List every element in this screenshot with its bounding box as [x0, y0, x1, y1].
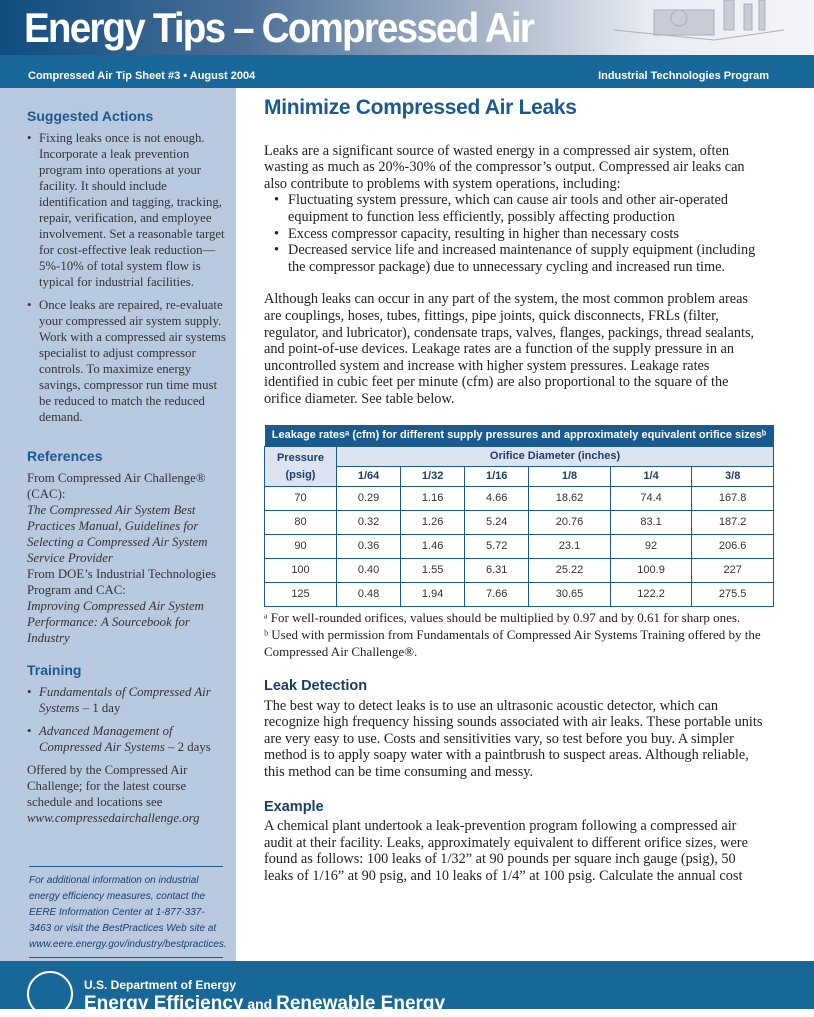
- problem-list: [274, 192, 766, 275]
- leak-detection-text: The best way to detect leaks is to use an ultrasonic acoustic detector, which can recognize high frequency hissing sounds associated with air leaks. These portable units are very easy to use. Costs and sensitivities vary, so test before you buy. A simpler method is to apply soapy water with a paintbrush to suspect areas. Although reliable, this method can be time consuming and messy.: [264, 697, 763, 780]
- header-banner: [0, 0, 814, 55]
- footnote-a: ᵃ For well-rounded orifices, values should be multiplied by 0.97 and by 0.61 for sharp ones.: [264, 610, 741, 625]
- leak-rate-cell: 1.26: [401, 511, 465, 535]
- pressure-cell: 100: [265, 559, 337, 583]
- list-item: • Fixing leaks once is not enough. Incorporate a leak prevention program into operations at your facility. It should include identification and tagging, tracking, repair, verification, and employee involvement. Set a reasonable target for cost-effective leak reduction—5%-10% of total system flow is typical for industrial facilities.: [27, 130, 226, 290]
- leak-areas-paragraph: Although leaks can occur in any part of the system, the most common problem areas are couplings, hoses, tubes, fittings, pipe joints, quick disconnects, FRLs (filter, regulator, and lubricator), condensate traps, valves, flanges, packings, thread sealants, and point-of-use devices. Leakage rates are a function of the supply pressure in an uncontrolled system and increase with higher system pressures. Leakage rates identified in cubic feet per minute (cfm) are also proportional to the square of the orifice diameter. See table below.: [264, 291, 755, 407]
- table-caption: Leakage ratesᵃ (cfm) for different supply pressures and approximately equivalent orifice sizesᵇ: [265, 425, 774, 447]
- pressure-cell: 80: [265, 511, 337, 535]
- table-row: [265, 487, 774, 511]
- leak-rate-cell: 206.6: [692, 535, 774, 559]
- suggested-actions-heading: Suggested Actions: [27, 108, 154, 124]
- leak-rate-cell: 18.62: [529, 487, 611, 511]
- leak-rate-cell: 6.31: [465, 559, 529, 583]
- training-url-link[interactable]: www.compressedairchallenge.org: [27, 811, 200, 825]
- leak-rate-cell: 0.48: [337, 583, 401, 607]
- eere-name: Energy Efficiency and Renewable Energy: [84, 993, 446, 1014]
- table-row: [265, 559, 774, 583]
- list-item: • Decreased service life and increased maintenance of supply equipment (including the compressor package) due to unnecessary cycling and increased run time.: [274, 242, 766, 275]
- leak-rate-cell: 5.72: [465, 535, 529, 559]
- ref-source: From DOE’s Industrial Technologies Program and CAC:: [27, 567, 217, 597]
- footnote-b: ᵇ Used with permission from Fundamentals of Compressed Air Systems Training offered by the Compressed Air Challenge®.: [264, 627, 761, 659]
- course-duration: – 2 days: [164, 740, 211, 754]
- leak-rate-cell: 20.76: [529, 511, 611, 535]
- intro-paragraph: Leaks are a significant source of wasted energy in a compressed air system, often wasting as much as 20%-30% of the compressor’s output. Compressed air leaks can also contribute to problems with system operations, including:: [264, 142, 745, 192]
- leak-rate-cell: 1.16: [401, 487, 465, 511]
- dept-name: U.S. Department of Energy: [84, 978, 237, 992]
- list-item: [27, 684, 226, 716]
- doe-seal-icon: [27, 971, 73, 1017]
- suggested-actions-list: [27, 130, 226, 425]
- pressure-cell: 70: [265, 487, 337, 511]
- table-row: [265, 535, 774, 559]
- leak-rate-cell: 0.36: [337, 535, 401, 559]
- column-header: 1/32: [401, 467, 465, 487]
- leak-rate-cell: 92: [610, 535, 692, 559]
- column-header: 1/16: [465, 467, 529, 487]
- example-text: A chemical plant undertook a leak-prevention program following a compressed air audit at their facility. Leaks, approximately equivalent to different orifice sizes, were found as follows: 100 leaks of 1/32” at 90 pounds per square inch gauge (psig), 50 leaks of 1/16” at 90 psig, and 10 leaks of 1/4” at 100 psig. Calculate the annual cost: [264, 818, 748, 884]
- leak-rate-cell: 30.65: [529, 583, 611, 607]
- pressure-cell: 90: [265, 535, 337, 559]
- main-content: [264, 96, 767, 885]
- column-header: 1/8: [529, 467, 611, 487]
- list-item: [27, 723, 226, 755]
- leak-rate-cell: 1.55: [401, 559, 465, 583]
- training-list: [27, 684, 226, 755]
- leak-rate-cell: 0.40: [337, 559, 401, 583]
- leak-rate-cell: 83.1: [610, 511, 692, 535]
- leak-detection-heading: Leak Detection: [264, 678, 368, 694]
- leak-rate-cell: 1.46: [401, 535, 465, 559]
- subtitle-bar: [0, 55, 814, 88]
- course-name: Advanced Management of Compressed Air Systems: [39, 724, 173, 754]
- leak-rate-cell: 122.2: [610, 583, 692, 607]
- industrial-plant-illustration: [594, 0, 794, 45]
- leak-rate-cell: 227: [692, 559, 774, 583]
- program-label: Industrial Technologies Program: [598, 70, 769, 82]
- table-row: [265, 583, 774, 607]
- pressure-header: Pressure (psig): [265, 447, 337, 487]
- orifice-header: Orifice Diameter (inches): [337, 447, 774, 467]
- column-header: 1/4: [610, 467, 692, 487]
- leak-rate-cell: 0.29: [337, 487, 401, 511]
- leak-rate-cell: 5.24: [465, 511, 529, 535]
- leak-rate-cell: 100.9: [610, 559, 692, 583]
- leak-rate-cell: 1.94: [401, 583, 465, 607]
- leak-rate-cell: 7.66: [465, 583, 529, 607]
- leak-rate-cell: 4.66: [465, 487, 529, 511]
- article-title: Minimize Compressed Air Leaks: [264, 96, 577, 119]
- example-heading: Example: [264, 798, 324, 815]
- info-box: For additional information on industrial energy efficiency measures, contact the EERE Information Center at 1-877-337-3463 or visit the BestPractices Web site at www.eere.energy.gov/industry/bestpractices.: [29, 866, 223, 958]
- training-heading: Training: [27, 662, 82, 678]
- leak-rate-cell: 74.4: [610, 487, 692, 511]
- table-row: [265, 511, 774, 535]
- ref-title: Improving Compressed Air System Performance: A Sourcebook for Industry: [27, 599, 204, 645]
- tip-sheet-label: Compressed Air Tip Sheet #3 • August 2004: [28, 70, 256, 82]
- leakage-table: [264, 425, 774, 608]
- course-name: Fundamentals of Compressed Air Systems: [39, 685, 211, 715]
- pressure-cell: 125: [265, 583, 337, 607]
- references-heading: References: [27, 448, 103, 464]
- column-header: 1/64: [337, 467, 401, 487]
- leak-rate-cell: 0.32: [337, 511, 401, 535]
- leak-rate-cell: 23.1: [529, 535, 611, 559]
- footer: [0, 961, 814, 1014]
- leak-rate-cell: 167.8: [692, 487, 774, 511]
- course-duration: – 1 day: [79, 701, 121, 715]
- leak-rate-cell: 275.5: [692, 583, 774, 607]
- column-header: 3/8: [692, 467, 774, 487]
- sidebar: [0, 88, 236, 961]
- ref-title: The Compressed Air System Best Practices Manual, Guidelines for Selecting a Compressed Air System Service Provider: [27, 503, 208, 565]
- doc-title: Energy Tips – Compressed Air: [24, 4, 533, 51]
- ref-source: From Compressed Air Challenge® (CAC):: [27, 471, 206, 501]
- list-item: • Fluctuating system pressure, which can cause air tools and other air-operated equipment to function less efficiently, possibly affecting production: [274, 192, 766, 225]
- leak-rate-cell: 25.22: [529, 559, 611, 583]
- leak-rate-cell: 187.2: [692, 511, 774, 535]
- training-note: Offered by the Compressed Air Challenge; for the latest course schedule and locations see: [27, 763, 188, 809]
- list-item: • Once leaks are repaired, re-evaluate your compressed air system supply. Work with a compressed air systems specialist to adjust compressor controls. To maximize energy savings, compressor run time must be reduced to match the reduced demand.: [27, 297, 226, 425]
- list-item: • Excess compressor capacity, resulting in higher than necessary costs: [274, 226, 766, 243]
